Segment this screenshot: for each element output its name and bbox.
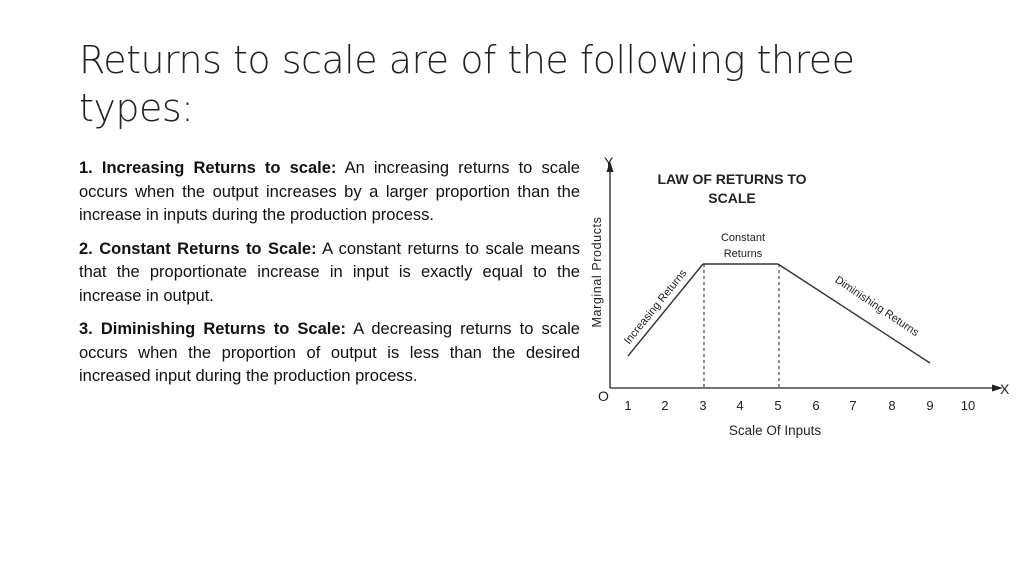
diagram-svg [585, 148, 1015, 448]
x-axis-letter: X [1000, 381, 1010, 397]
definition-diminishing [79, 318, 580, 389]
definition-constant [79, 238, 580, 309]
x-tick-label: 2 [661, 398, 669, 413]
returns-to-scale-diagram [585, 148, 1015, 448]
x-axis-label: Scale Of Inputs [728, 423, 822, 438]
x-tick-label: 4 [736, 398, 744, 413]
x-tick-label: 7 [849, 398, 857, 413]
x-tick-label: 10 [960, 398, 976, 413]
constant-returns-label-line1: Constant [720, 232, 766, 244]
definitions-text [79, 157, 580, 399]
x-tick-label: 5 [774, 398, 782, 413]
y-axis-letter: Y [604, 154, 614, 170]
origin-label: O [598, 388, 609, 404]
x-tick-label: 1 [624, 398, 632, 413]
constant-returns-label-line2: Returns [723, 248, 763, 260]
x-tick-label: 8 [888, 398, 896, 413]
x-tick-label: 9 [926, 398, 934, 413]
definition-heading: 2. Constant Returns to Scale: [79, 239, 317, 258]
definition-heading: 1. Increasing Returns to scale: [79, 159, 337, 177]
slide-title: Returns to scale are of the following three types: [79, 38, 855, 130]
diminishing-returns-label: Diminishing Returns [832, 274, 921, 340]
y-axis-label: Marginal Products [590, 216, 604, 328]
diagram-title-line2: SCALE [708, 190, 756, 206]
definition-body: An increasing returns to scale occurs when the output increases by a larger proportion than the increase in inputs during the production process. [79, 159, 580, 224]
x-tick-label: 3 [699, 398, 707, 413]
diagram-title-line1: LAW OF RETURNS TO [657, 171, 807, 187]
increasing-returns-label: Increasing Returns [621, 267, 690, 347]
definition-body: A constant returns to scale means that the proportionate increase in input is exactly equal to the increase in output. [79, 239, 580, 305]
increasing-returns-line [628, 264, 703, 356]
x-tick-label: 6 [812, 398, 820, 413]
definition-increasing [79, 157, 580, 228]
diminishing-returns-line [778, 264, 930, 363]
definition-heading: 3. Diminishing Returns to Scale: [79, 320, 347, 338]
definition-body: A decreasing returns to scale occurs when the proportion of output is less than the desired increased input during the production process. [79, 320, 580, 385]
